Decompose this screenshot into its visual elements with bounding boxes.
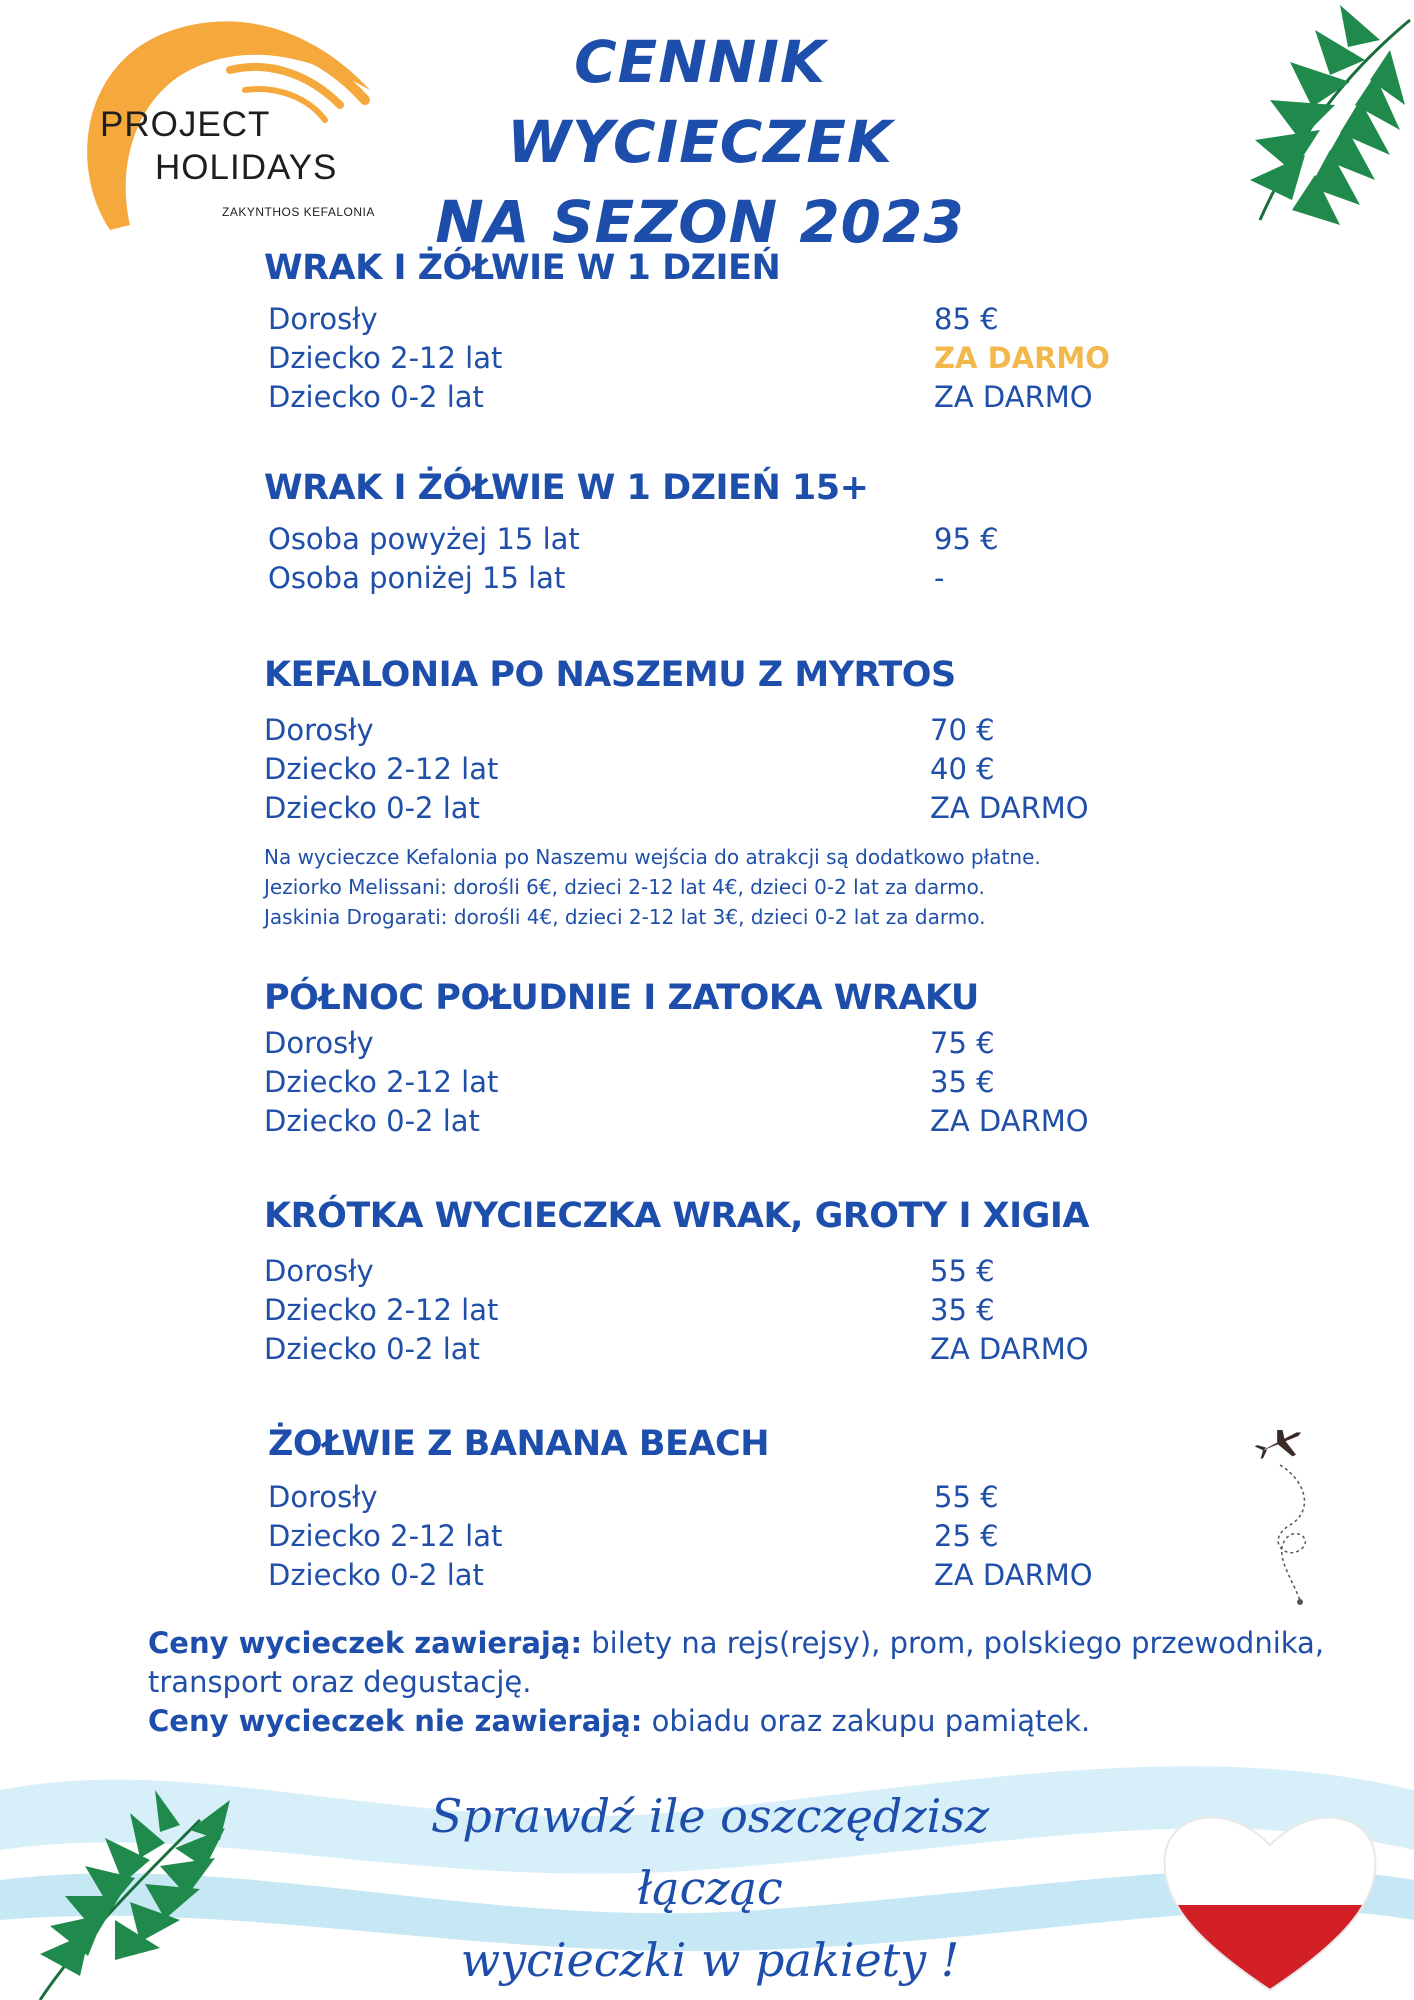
price-row-value: 85 € xyxy=(934,302,999,336)
price-row-value: ZA DARMO xyxy=(930,1332,1089,1366)
price-row xyxy=(264,1024,1264,1063)
palm-leaf-icon xyxy=(0,1780,280,2000)
tour-note: Jeziorko Melissani: dorośli 6€, dzieci 2-12 lat 4€, dzieci 0-2 lat za darmo. xyxy=(264,875,985,899)
price-row xyxy=(264,1291,1364,1330)
tour-title: WRAK I ŻÓŁWIE W 1 DZIEŃ xyxy=(264,248,781,288)
price-row-label: Dorosły xyxy=(264,1026,374,1060)
price-row-value: 95 € xyxy=(934,522,999,556)
slogan xyxy=(360,1780,1060,1996)
price-row-label: Osoba poniżej 15 lat xyxy=(268,561,566,595)
price-row-label: Dziecko 2-12 lat xyxy=(264,1293,499,1327)
price-row-label: Dorosły xyxy=(268,1480,378,1514)
tour-section xyxy=(264,978,1264,1141)
tour-note: Jaskinia Drogarati: dorośli 4€, dzieci 2-12 lat 3€, dzieci 0-2 lat za darmo. xyxy=(264,905,986,929)
price-row-value: ZA DARMO xyxy=(930,791,1089,825)
title-line-2: NA SEZON 2023 xyxy=(435,188,965,256)
price-row-label: Dziecko 0-2 lat xyxy=(264,791,480,825)
price-row xyxy=(268,1517,1168,1556)
tour-section xyxy=(264,655,1264,932)
logo-subtitle: ZAKYNTHOS KEFALONIA xyxy=(222,205,375,219)
palm-leaf-icon xyxy=(1130,0,1414,270)
price-row-value-highlight: ZA DARMO xyxy=(934,341,1110,375)
heart-flag-icon xyxy=(1155,1800,1385,2000)
price-row xyxy=(268,559,1164,598)
price-row-value: 75 € xyxy=(930,1026,995,1060)
price-row xyxy=(264,1102,1264,1141)
price-row xyxy=(264,1330,1364,1369)
tour-section xyxy=(264,468,1164,598)
price-row xyxy=(264,1063,1264,1102)
price-row-value: 40 € xyxy=(930,752,995,786)
tour-title: KEFALONIA PO NASZEMU Z MYRTOS xyxy=(264,655,956,695)
price-row-label: Dziecko 0-2 lat xyxy=(264,1104,480,1138)
price-row xyxy=(268,520,1164,559)
tour-notes xyxy=(264,842,1264,932)
price-row-value: 35 € xyxy=(930,1065,995,1099)
price-row xyxy=(268,300,1164,339)
tour-title: PÓŁNOC POŁUDNIE I ZATOKA WRAKU xyxy=(264,978,979,1018)
price-row-label: Dorosły xyxy=(264,713,374,747)
tour-section xyxy=(268,1424,1168,1595)
excludes-label: Ceny wycieczek nie zawierają: xyxy=(148,1704,643,1738)
logo-text-line2: HOLIDAYS xyxy=(155,148,338,187)
slogan-line-1: Sprawdź ile oszczędzisz łącząc xyxy=(430,1789,990,1915)
airplane-icon xyxy=(1245,1430,1335,1610)
price-row-value: ZA DARMO xyxy=(934,1558,1093,1592)
price-row-value: 25 € xyxy=(934,1519,999,1553)
price-row-label: Dziecko 2-12 lat xyxy=(268,341,503,375)
price-row xyxy=(268,378,1164,417)
price-row-value: ZA DARMO xyxy=(934,380,1093,414)
price-row-label: Dziecko 2-12 lat xyxy=(268,1519,503,1553)
page-title xyxy=(380,22,1020,262)
includes-paragraph xyxy=(148,1624,1348,1702)
price-row-value: 70 € xyxy=(930,713,995,747)
price-row-value: 55 € xyxy=(930,1254,995,1288)
price-row xyxy=(268,1478,1168,1517)
tour-title: WRAK I ŻÓŁWIE W 1 DZIEŃ 15+ xyxy=(264,468,869,508)
tour-title: ŻOŁWIE Z BANANA BEACH xyxy=(268,1424,770,1464)
excludes-paragraph xyxy=(148,1702,1348,1741)
slogan-line-2: wycieczki w pakiety ! xyxy=(460,1933,960,1987)
tour-section xyxy=(264,248,1164,417)
price-row-label: Dziecko 0-2 lat xyxy=(268,1558,484,1592)
price-row xyxy=(264,789,1264,828)
price-row-label: Dorosły xyxy=(264,1254,374,1288)
includes-label: Ceny wycieczek zawierają: xyxy=(148,1626,583,1660)
price-row xyxy=(268,1556,1168,1595)
price-row xyxy=(264,1252,1364,1291)
price-row-label: Dziecko 2-12 lat xyxy=(264,752,499,786)
price-row-value: 35 € xyxy=(930,1293,995,1327)
price-row xyxy=(264,711,1264,750)
includes-text: bilety na rejs(rejsy), prom, polskiego przewodnika, transport oraz degustację. xyxy=(148,1626,1325,1699)
tour-title: KRÓTKA WYCIECZKA WRAK, GROTY I XIGIA xyxy=(264,1196,1090,1236)
title-line-1: CENNIK WYCIECZEK xyxy=(507,28,893,176)
price-row-value: ZA DARMO xyxy=(930,1104,1089,1138)
price-row xyxy=(264,750,1264,789)
price-row-label: Dziecko 0-2 lat xyxy=(268,380,484,414)
logo-text-line1: PROJECT xyxy=(100,105,271,144)
price-row-label: Dziecko 2-12 lat xyxy=(264,1065,499,1099)
price-info xyxy=(148,1624,1348,1741)
excludes-text: obiadu oraz zakupu pamiątek. xyxy=(642,1704,1091,1738)
price-row-label: Dziecko 0-2 lat xyxy=(264,1332,480,1366)
price-row-value: 55 € xyxy=(934,1480,999,1514)
tour-section xyxy=(264,1196,1364,1369)
company-logo xyxy=(70,10,400,250)
price-row-label: Osoba powyżej 15 lat xyxy=(268,522,580,556)
price-row-label: Dorosły xyxy=(268,302,378,336)
price-row-value: - xyxy=(934,561,945,595)
tour-note: Na wycieczce Kefalonia po Naszemu wejścia do atrakcji są dodatkowo płatne. xyxy=(264,845,1041,869)
price-row xyxy=(268,339,1164,378)
